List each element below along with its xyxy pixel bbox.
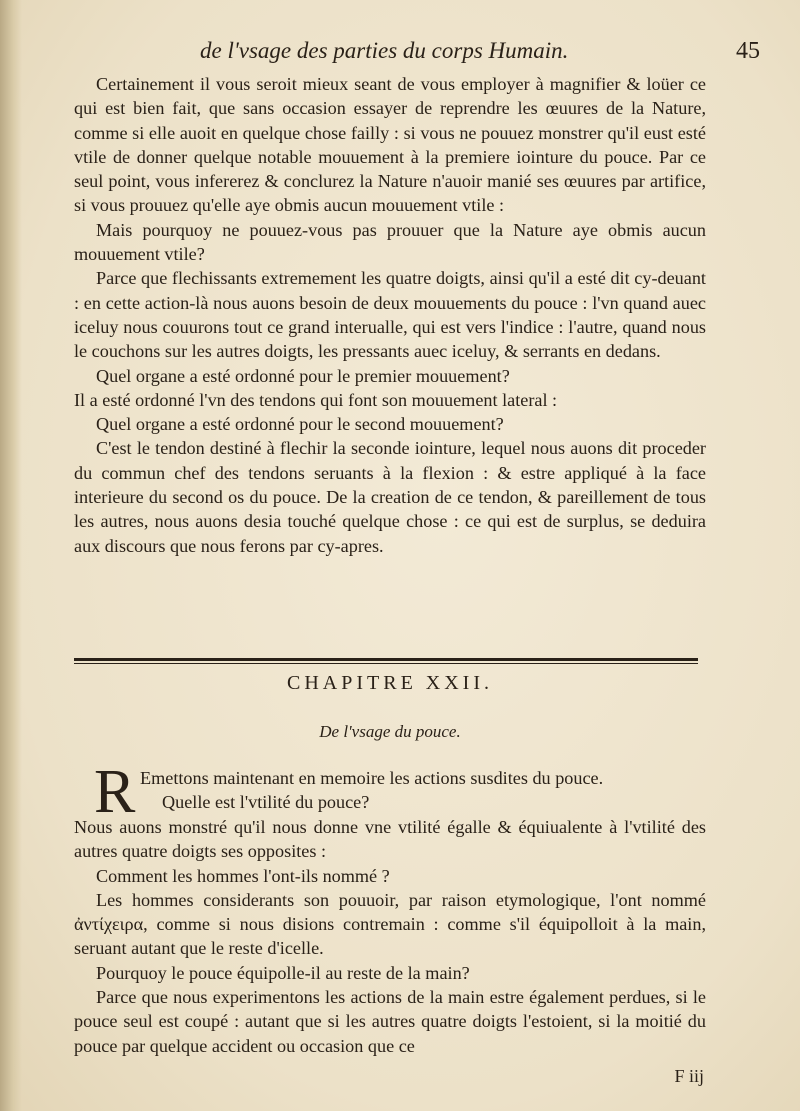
running-title: de l'vsage des parties du corps Humain. <box>200 38 569 63</box>
question-paragraph: Mais pourquoy ne pouuez-vous pas prouuer que la Nature aye obmis aucun mouuement vtile? <box>74 219 706 265</box>
question-paragraph: Comment les hommes l'ont-ils nommé ? <box>96 865 390 886</box>
chapter-rule-thick <box>74 658 698 661</box>
paragraph: C'est le tendon destiné à flechir la seconde iointure, lequel nous auons dit proceder du commun chef des tendons seruants à la flexion : & estre appliqué à la face interieure du second os du pouce. De la creation de ce tendon, & pareillement de tous les autres, nous auons desia touché quelque chose : ce qui est de surplus, se deduira aux discours que nous ferons par cy-apres. <box>74 438 706 556</box>
paragraph: Parce que flechissants extremement les quatre doigts, ainsi qu'il a esté dit cy-deuant : en cette action-là nous auons besoin de deux mouuements du pouce : l'vn quand auec iceluy nous couurons tout ce grand interualle, qui est vers l'indice : l'autre, quand nous le couchons sur les autres doigts, les pressants auec iceluy, & serrants en dedans. <box>74 268 706 362</box>
paragraph: Parce que nous experimentons les actions de la main estre également perdues, si le pouce seul est coupé : autant que si les autres quatre doigts l'estoient, si la moitié du pouce par quelque accident ou occasion que ce <box>74 987 706 1056</box>
paragraph: Certainement il vous seroit mieux seant de vous employer à magnifier & loüer ce qui est bien fait, que sans occasion essayer de reprendre les œuures de la Nature, comme si elle auoit en quelque chose failly : si vous ne pouuez monstrer qu'il eust esté vtile de donner quelque notable mouuement à la premiere iointure du pouce. Par ce seul point, vous infererez & conclurez la Nature n'auoir manié ses œuures par artifice, si vous prouuez qu'elle aye obmis aucun mouuement vtile : <box>74 74 706 216</box>
top-text-block <box>74 72 706 558</box>
lead-question: Quelle est l'vtilité du pouce? <box>162 792 370 813</box>
chapter-rule-thin <box>74 663 698 664</box>
chapter-heading: CHAPITRE XXII. <box>287 672 493 694</box>
running-head <box>200 38 760 68</box>
lead-line: Emettons maintenant en memoire les actions susdites du pouce. <box>140 768 604 788</box>
signature-mark: F iij <box>674 1066 704 1086</box>
chapter-lead-lines <box>140 766 706 815</box>
drop-cap: R <box>94 758 136 826</box>
paragraph: Il a esté ordonné l'vn des tendons qui font son mouuement lateral : <box>74 389 558 410</box>
paragraph: Nous auons monstré qu'il nous donne vne vtilité égalle & équiualente à l'vtilité des autres quatre doigts ses opposites : <box>74 817 706 862</box>
question-paragraph: Quel organe a esté ordonné pour le premier mouuement? <box>96 365 510 386</box>
chapter-title: De l'vsage du pouce. <box>319 722 461 741</box>
page-binding-shadow <box>0 0 22 1111</box>
page-number: 45 <box>736 38 760 64</box>
chapter-text-block <box>74 815 706 1058</box>
paragraph: Les hommes considerants son pouuoir, par raison etymologique, l'ont nommé ἀντίχειρα, comme si nous disions contremain : comme s'il équipolloit à la main, seruant autant que le reste d'icelle. <box>74 889 706 959</box>
question-paragraph: Pourquoy le pouce équipolle-il au reste de la main? <box>96 962 470 983</box>
question-paragraph: Quel organe a esté ordonné pour le second mouuement? <box>96 414 504 435</box>
